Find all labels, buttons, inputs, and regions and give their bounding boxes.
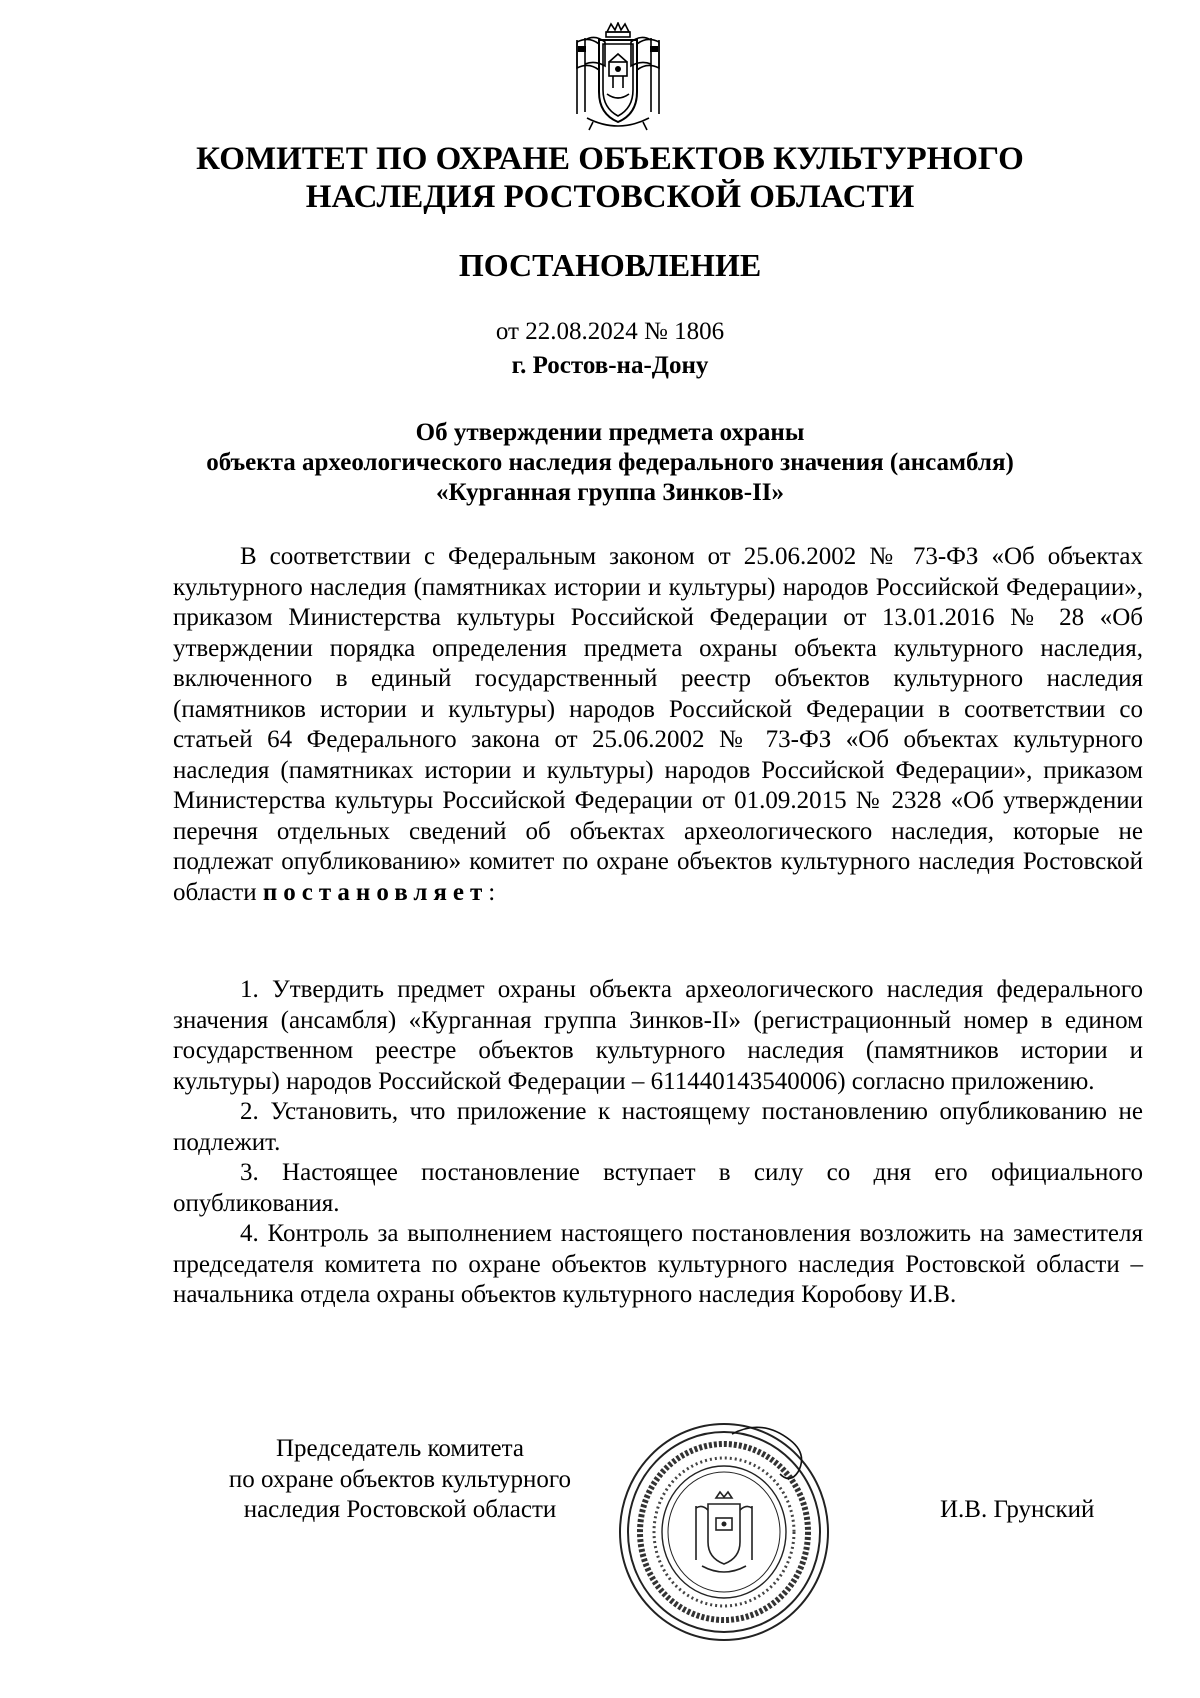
signatory-position [190,1434,610,1526]
resolution-point-2: 2. Установить, что приложение к настоящему постановлению опубликованию не подлежит. [173,1098,1143,1156]
resolution-point-3: 3. Настоящее постановление вступает в силу со дня его официального опубликования. [173,1159,1143,1217]
preamble-paragraph [173,542,1143,908]
document-date-number: от 22.08.2024 № 1806 [495,318,725,345]
decree-colon: : [488,878,496,906]
document-type: ПОСТАНОВЛЕНИЕ [458,247,762,283]
official-seal-stamp [612,1414,842,1644]
preamble-text: В соответствии с Федеральным законом от 25.06.2002 № 73-ФЗ «Об объектах культурного наследия (памятниках истории и культуры) народов Российской Федерации», приказом Министерства культуры Российской Федерации от 13.01.2016 № 28 «Об утверждении порядка определения предмета охраны объекта культурного наследия, включенного в единый государственный реестр объектов культурного наследия (памятников истории и культуры) народов Российской Федерации в соответствии со статьей 64 Федерального закона от 25.06.2002 № 73-ФЗ «Об объектах культурного наследия (памятниках истории и культуры) народов Российской Федерации», приказом Министерства культуры Российской Федерации от 01.09.2015 № 2328 «Об утверждении перечня отдельных сведений об объектах археологического наследия, которые не подлежат опубликованию» комитет по охране объектов культурного наследия Ростовской области [173,543,1143,906]
resolution-point-1: 1. Утвердить предмет охраны объекта археологического наследия федерального значения (ансамбля) «Курганная группа Зинков-II» (регистрационный номер в едином государственном реестре объектов культурного наследия (памятников истории и культуры) народов Российской Федерации – 611440143540006) согласно приложению. [173,976,1143,1095]
document-city: г. Ростов-на-Дону [511,352,709,379]
coat-of-arms-icon [569,22,667,136]
subject-line-2: объекта археологического наследия федерального значения (ансамбля) [206,449,1014,476]
resolution-point-4: 4. Контроль за выполнением настоящего постановления возложить на заместителя председателя комитета по охране объектов культурного наследия Ростовской области – начальника отдела охраны объектов культурного наследия Коробову И.В. [173,1220,1143,1308]
subject-line-3: «Курганная группа Зинков-II» [435,479,785,506]
signatory-position-line-3: наследия Ростовской области [243,1496,557,1523]
organization-title [160,140,1060,216]
organization-title-line-2: НАСЛЕДИЯ РОСТОВСКОЙ ОБЛАСТИ [305,179,915,215]
document-subject [160,418,1060,508]
organization-title-line-1: КОМИТЕТ ПО ОХРАНЕ ОБЪЕКТОВ КУЛЬТУРНОГО [196,141,1024,177]
decree-word: постановляет [262,878,489,906]
signatory-name: И.В. Грунский [940,1496,1095,1523]
signatory-position-line-1: Председатель комитета [276,1435,524,1462]
preamble [173,542,1143,908]
signatory-position-line-2: по охране объектов культурного [228,1465,572,1493]
subject-line-1: Об утверждении предмета охраны [415,419,805,446]
resolution-points [173,975,1143,1311]
